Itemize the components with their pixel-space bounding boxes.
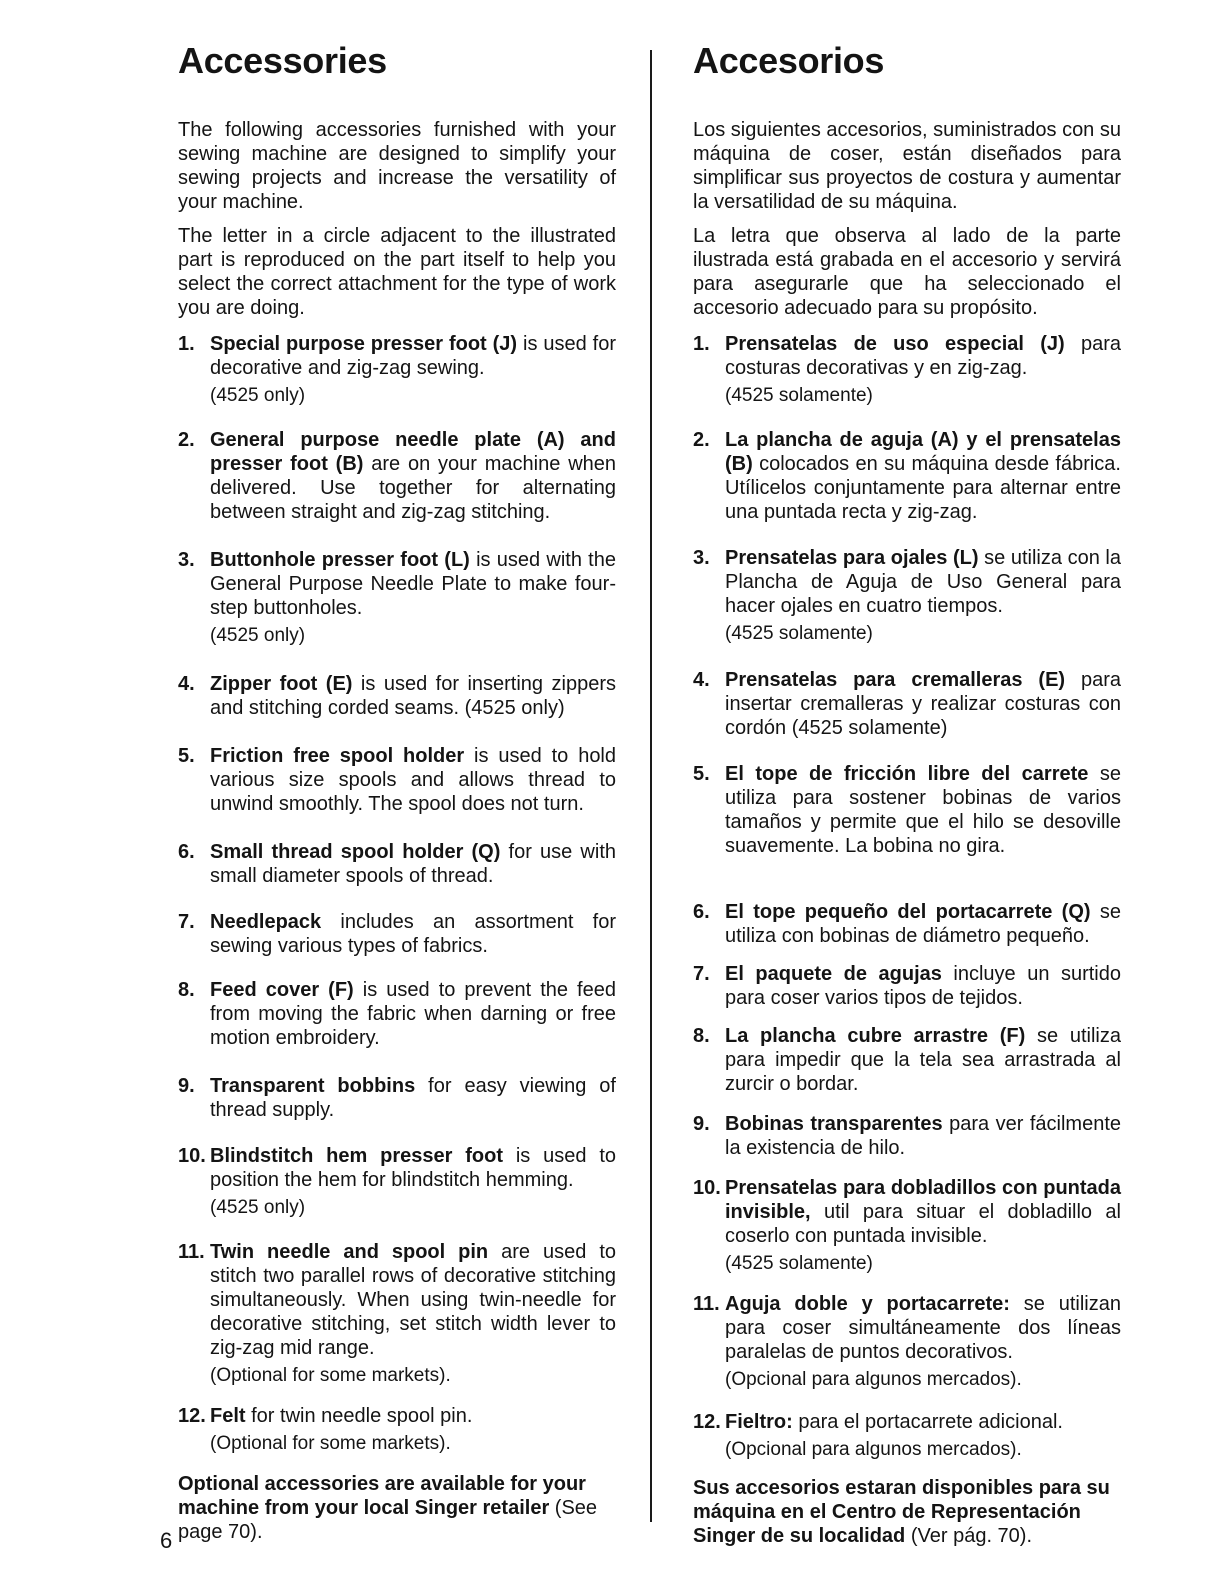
item-note: (4525 only)	[210, 385, 306, 406]
item-number: 12.	[693, 1411, 721, 1433]
item-description: includes an assortment for sewing various types of fabrics.	[210, 911, 616, 957]
item-note: (Opcional para algunos mercados).	[725, 1369, 1022, 1390]
item-number: 1.	[693, 333, 710, 355]
item-description: are on your machine when delivered. Use together for alternating between straight and zig-zag stitching.	[210, 453, 617, 523]
item-number: 6.	[178, 841, 195, 863]
item-note: (4525 only)	[210, 1197, 306, 1218]
item-name: Feed cover (F)	[210, 979, 354, 1001]
item-number: 7.	[178, 911, 195, 933]
item-number: 4.	[178, 673, 195, 695]
intro-paragraph: The following accessories furnished with your sewing machine are designed to simplify your sewing projects and increase the versatility of your machine.	[178, 119, 616, 213]
item-description: se utiliza con la Plancha de Aguja de Uso General para hacer ojales en cuatro tiempos.	[725, 547, 1122, 617]
closing-text: (Ver pág. 70).	[905, 1525, 1033, 1547]
item-name: El paquete de agujas	[725, 963, 942, 985]
spanish-column	[693, 40, 1121, 1568]
item-number: 3.	[178, 549, 195, 571]
item-description: colocados en su máquina desde fábrica. Utílicelos conjuntamente para alternar entre una puntada recta y zig-zag.	[725, 453, 1121, 523]
list-item	[178, 1074, 616, 1122]
closing-note-english	[178, 1472, 616, 1544]
item-note: (4525 solamente)	[725, 385, 873, 406]
item-note: (4525 solamente)	[725, 1253, 873, 1274]
item-number: 5.	[178, 745, 195, 767]
intro-paragraph: La letra que observa al lado de la parte ilustrada está grabada en el accesorio y servirá para asegurarle que ha seleccionado el accesorio adecuado para su propósito.	[693, 225, 1121, 319]
item-name: Prensatelas para dobladillos con puntada invisible,	[725, 1177, 1121, 1223]
item-note: (Optional for some markets).	[210, 1365, 451, 1386]
item-description: para el portacarrete adicional.	[792, 1411, 1063, 1433]
item-description: is used to hold various size spools and allows thread to unwind smoothly. The spool does not turn.	[210, 745, 617, 815]
item-number: 10.	[693, 1177, 721, 1199]
list-item	[178, 428, 616, 524]
list-item	[178, 332, 616, 408]
list-item	[178, 1144, 616, 1220]
item-description: is used to position the hem for blindstitch hemming.	[210, 1145, 616, 1191]
item-name: Prensatelas para ojales (L)	[725, 547, 979, 569]
item-number: 8.	[693, 1025, 710, 1047]
item-note: (4525 solamente)	[725, 623, 873, 644]
list-item	[178, 672, 616, 720]
item-name: Fieltro:	[725, 1411, 793, 1433]
item-name: Aguja doble y portacarrete:	[725, 1293, 1010, 1315]
item-number: 10.	[178, 1145, 206, 1167]
item-name: Felt	[210, 1405, 246, 1427]
list-item	[693, 332, 1121, 408]
item-description: util para situar el dobladillo al coserlo con puntada invisible.	[725, 1201, 1121, 1247]
item-description: is used with the General Purpose Needle Plate to make four-step buttonholes.	[210, 549, 616, 619]
item-name: Bobinas transparentes	[725, 1113, 943, 1135]
item-description: incluye un surtido para coser varios tipos de tejidos.	[725, 963, 1121, 1009]
item-number: 5.	[693, 763, 710, 785]
list-item	[693, 762, 1121, 858]
item-number: 8.	[178, 979, 195, 1001]
item-number: 3.	[693, 547, 710, 569]
intro-paragraph: Los siguientes accesorios, suministrados con su máquina de coser, están diseñados para simplificar sus proyectos de costura y aumentar la versatilidad de su máquina.	[693, 119, 1121, 213]
list-item	[693, 668, 1121, 740]
list-item	[693, 962, 1121, 1010]
list-item	[693, 1112, 1121, 1160]
item-description: se utiliza para sostener bobinas de varios tamaños y permite que el hilo se desoville suavemente. La bobina no gira.	[725, 763, 1121, 857]
item-name: La plancha cubre arrastre (F)	[725, 1025, 1026, 1047]
intro-paragraph: The letter in a circle adjacent to the illustrated part is reproduced on the part itself to help you select the correct attachment for the type of work you are doing.	[178, 225, 616, 319]
item-name: Prensatelas de uso especial (J)	[725, 333, 1065, 355]
list-item	[693, 428, 1121, 524]
list-item	[693, 1176, 1121, 1276]
item-description: se utiliza para impedir que la tela sea arrastrada al zurcir o bordar.	[725, 1025, 1121, 1095]
item-note: (4525 only)	[210, 625, 306, 646]
item-number: 11.	[178, 1241, 205, 1263]
item-number: 9.	[693, 1113, 710, 1135]
item-number: 9.	[178, 1075, 195, 1097]
closing-note-spanish	[693, 1476, 1121, 1548]
accessory-list-english	[178, 332, 616, 1456]
list-item	[178, 978, 616, 1050]
item-description: is used for inserting zippers and stitching corded seams. (4525 only)	[210, 673, 616, 719]
item-description: para costuras decorativas y en zig-zag.	[725, 333, 1121, 379]
page-title-english: Accessories	[178, 40, 387, 81]
list-item	[178, 840, 616, 888]
item-name: Buttonhole presser foot (L)	[210, 549, 470, 571]
accessory-list-spanish	[693, 332, 1121, 1462]
item-description: para ver fácilmente la existencia de hilo.	[725, 1113, 1121, 1159]
item-name: Special purpose presser foot (J)	[210, 333, 518, 355]
item-number: 12.	[178, 1405, 206, 1427]
item-number: 2.	[693, 429, 710, 451]
page-number: 6	[160, 1528, 173, 1553]
item-number: 4.	[693, 669, 710, 691]
item-name: El tope de fricción libre del carrete	[725, 763, 1089, 785]
item-note: (Opcional para algunos mercados).	[725, 1439, 1022, 1460]
column-divider	[650, 50, 652, 1522]
list-item	[693, 900, 1121, 948]
list-item	[178, 1404, 616, 1456]
item-name: Twin needle and spool pin	[210, 1241, 489, 1263]
item-name: Friction free spool holder	[210, 745, 465, 767]
item-description: for twin needle spool pin.	[245, 1405, 473, 1427]
item-number: 11.	[693, 1293, 720, 1315]
list-item	[178, 1240, 616, 1388]
item-name: La plancha de aguja (A) y el prensatelas (B)	[725, 429, 1121, 475]
item-description: is used to prevent the feed from moving the fabric when darning or free motion embroidery.	[210, 979, 616, 1049]
item-number: 1.	[178, 333, 195, 355]
closing-bold: Optional accessories are available for your machine from your local Singer retailer	[178, 1473, 586, 1519]
item-name: Blindstitch hem presser foot	[210, 1145, 503, 1167]
item-name: Zipper foot (E)	[210, 673, 353, 695]
list-item	[693, 546, 1121, 646]
closing-bold: Sus accesorios estaran disponibles para su máquina en el Centro de Representación Singer de su localidad	[693, 1477, 1110, 1547]
item-description: para insertar cremalleras y realizar costuras con cordón (4525 solamente)	[725, 669, 1121, 739]
item-name: Needlepack	[210, 911, 322, 933]
english-column	[178, 40, 616, 1564]
item-description: se utiliza con bobinas de diámetro pequeño.	[725, 901, 1121, 947]
list-item	[178, 548, 616, 648]
item-description: for easy viewing of thread supply.	[210, 1075, 616, 1121]
item-description: se utilizan para coser simultáneamente dos líneas paralelas de puntos decorativos.	[725, 1293, 1121, 1363]
page-title-spanish: Accesorios	[693, 40, 885, 81]
item-number: 7.	[693, 963, 710, 985]
closing-text: (See page 70).	[178, 1497, 598, 1543]
item-name: General purpose needle plate (A) and presser foot (B)	[210, 429, 616, 475]
list-item	[178, 744, 616, 816]
item-name: Transparent bobbins	[210, 1075, 416, 1097]
item-name: El tope pequeño del portacarrete (Q)	[725, 901, 1091, 923]
item-description: is used for decorative and zig-zag sewing.	[210, 333, 617, 379]
list-item	[178, 910, 616, 958]
item-number: 6.	[693, 901, 710, 923]
item-note: (Optional for some markets).	[210, 1433, 451, 1454]
item-description: for use with small diameter spools of thread.	[210, 841, 617, 887]
list-item	[693, 1292, 1121, 1392]
item-number: 2.	[178, 429, 195, 451]
item-name: Small thread spool holder (Q)	[210, 841, 501, 863]
list-item	[693, 1410, 1121, 1462]
item-name: Prensatelas para cremalleras (E)	[725, 669, 1066, 691]
item-description: are used to stitch two parallel rows of decorative stitching simultaneously. When using twin-needle for decorative stitching, set stitch width lever to zig-zag mid range.	[210, 1241, 616, 1359]
list-item	[693, 1024, 1121, 1096]
